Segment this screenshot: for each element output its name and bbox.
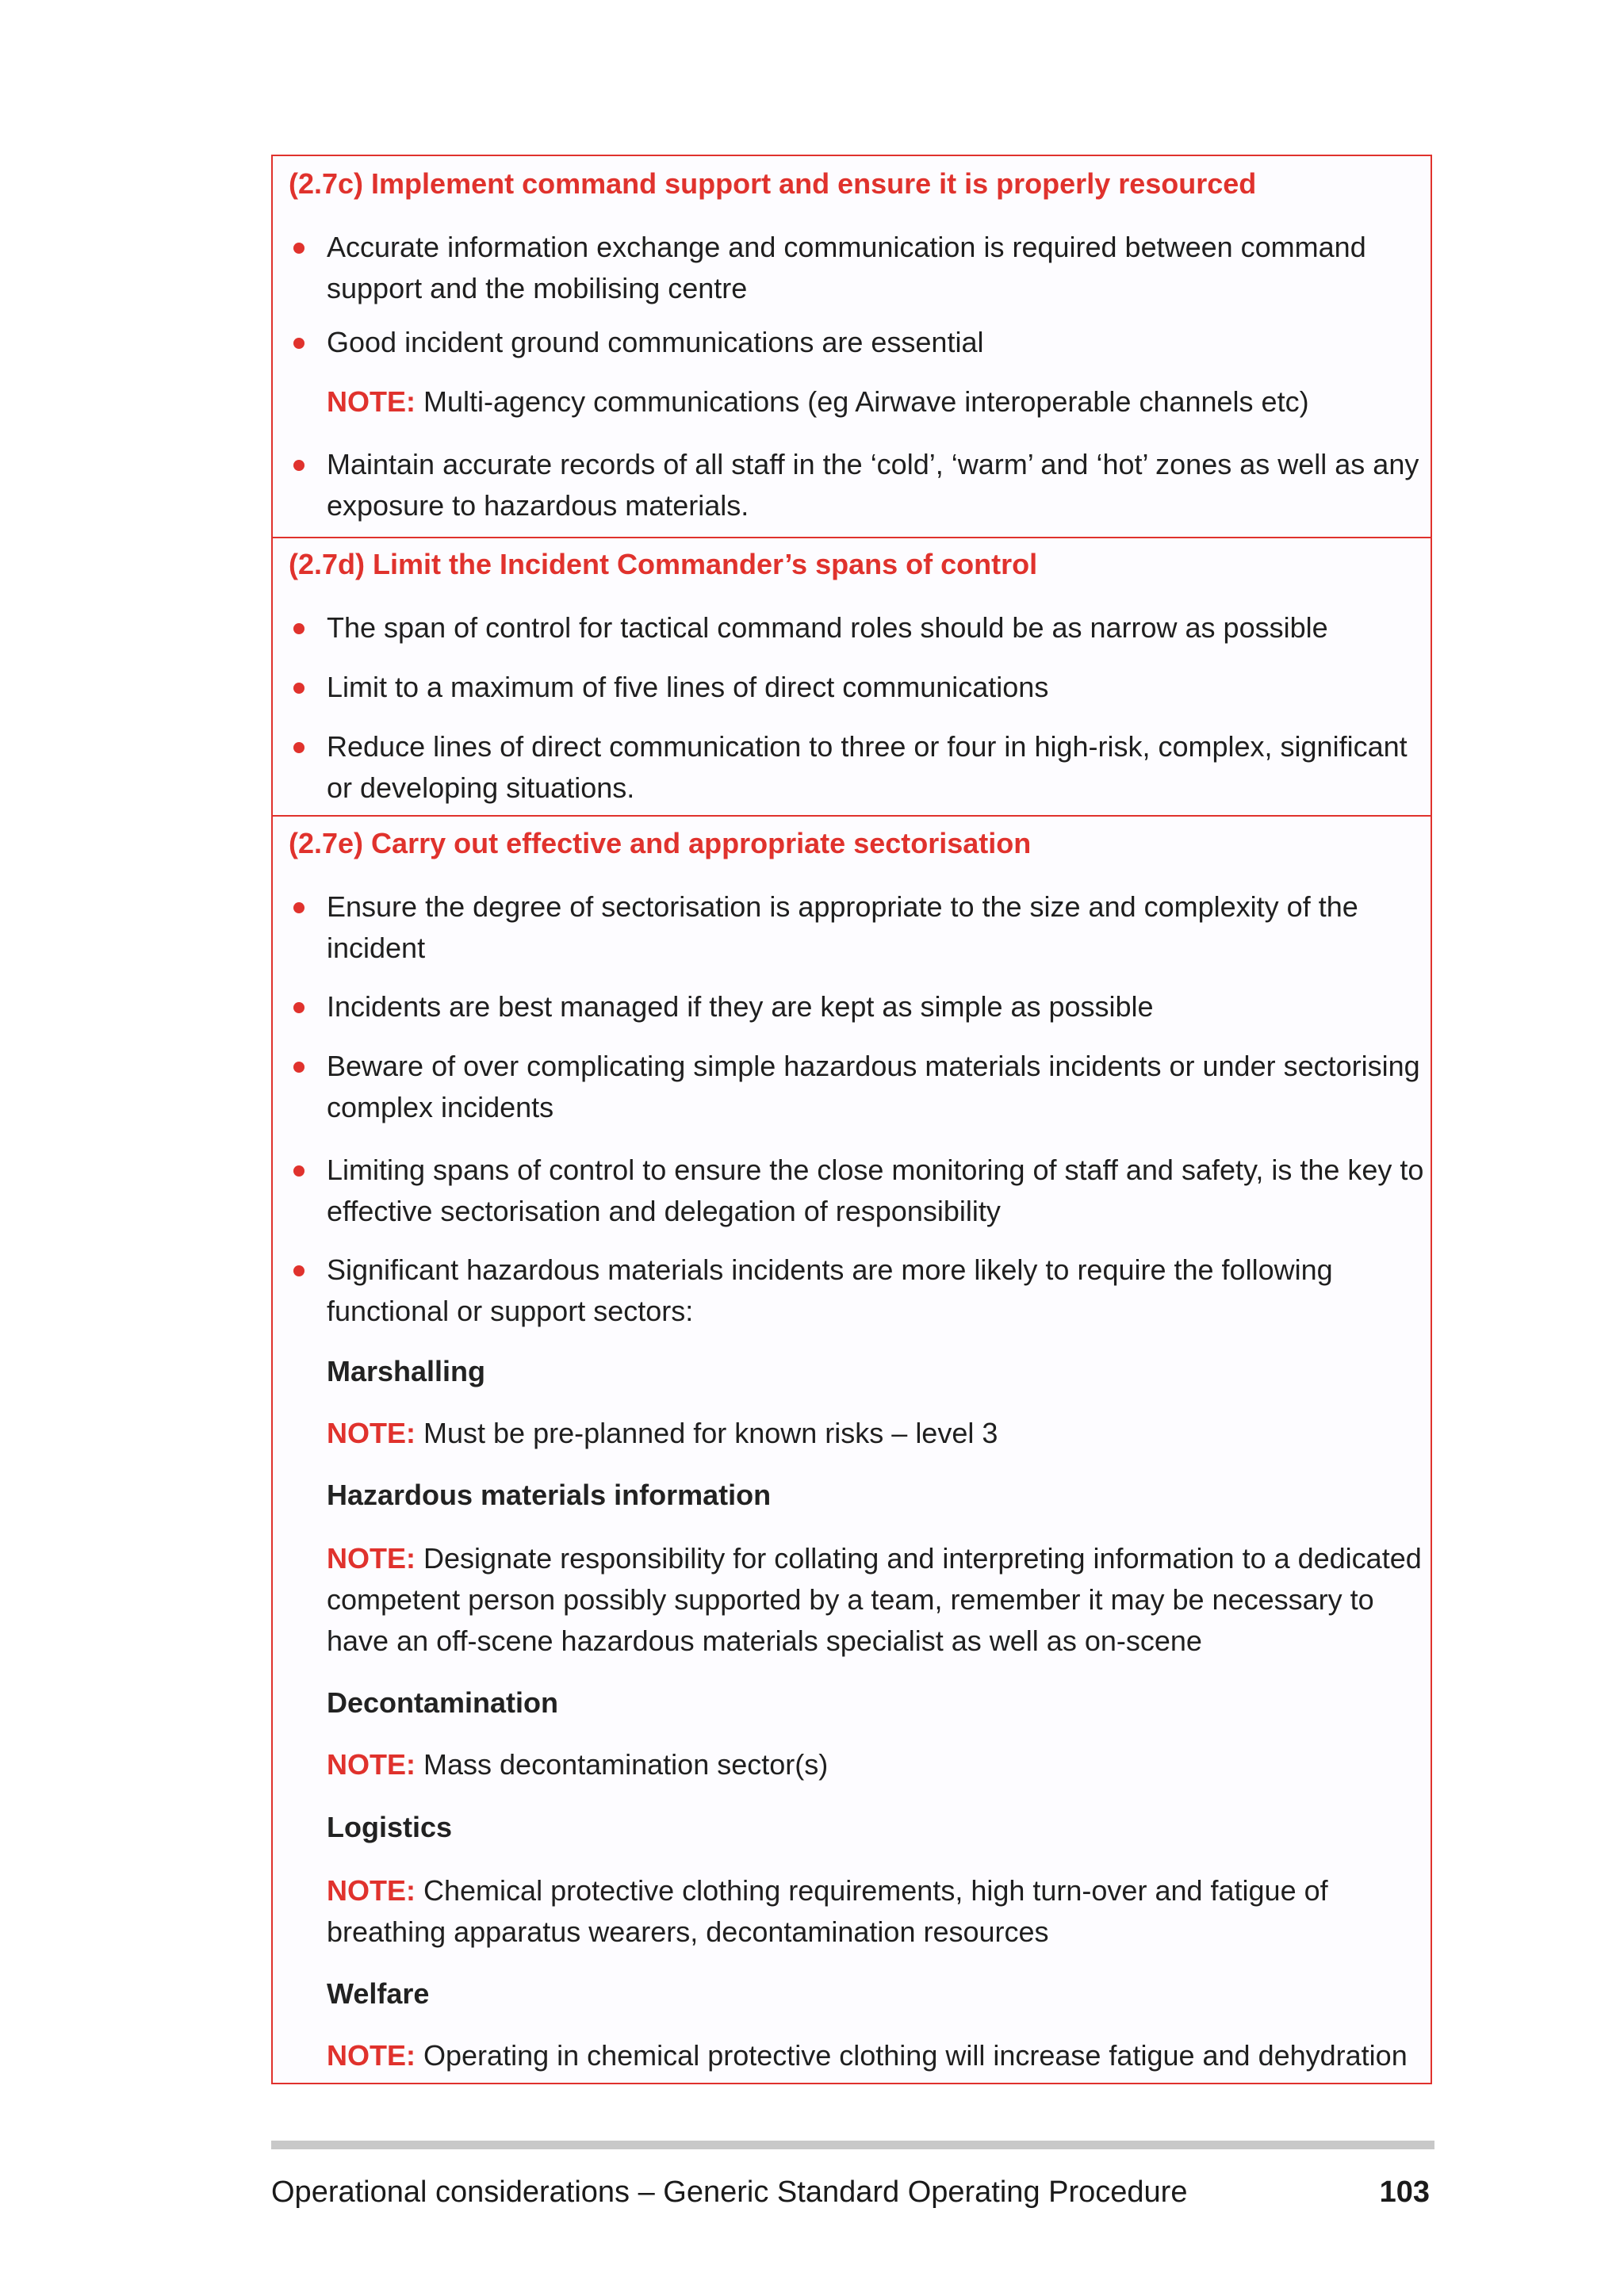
- footer-rule: [271, 2141, 1434, 2149]
- note-label: NOTE:: [327, 1417, 416, 1449]
- list-item-text: Significant hazardous materials incidents are more likely to require the following functional or support sectors:: [327, 1253, 1333, 1327]
- note-label: NOTE:: [327, 2039, 416, 2072]
- list-item: [327, 667, 1425, 708]
- list-item-text: The span of control for tactical command roles should be as narrow as possible: [327, 611, 1328, 644]
- list-item-text: Accurate information exchange and communication is required between command support and the mobilising centre: [327, 231, 1366, 304]
- list-item-text: Ensure the degree of sectorisation is appropriate to the size and complexity of the incident: [327, 890, 1358, 964]
- list-item-text: Limit to a maximum of five lines of direct communications: [327, 671, 1049, 703]
- list-item-text: Reduce lines of direct communication to three or four in high-risk, complex, significant or developing situations.: [327, 730, 1408, 804]
- list-item-text: Limiting spans of control to ensure the close monitoring of staff and safety, is the key to effective sectorisation and delegation of responsibility: [327, 1154, 1424, 1227]
- list-item: [327, 726, 1425, 809]
- bullet-icon: [293, 683, 304, 694]
- sector-heading-marshalling: Marshalling: [327, 1355, 486, 1387]
- sector-heading-logistics: Logistics: [327, 1811, 453, 1843]
- bullet-icon: [293, 902, 304, 913]
- list-item-text: Beware of over complicating simple hazardous materials incidents or under sectorising complex incidents: [327, 1050, 1420, 1123]
- note-text: Designate responsibility for collating and interpreting information to a dedicated competent person possibly supported by a team, remember it may be necessary to have an off-scene hazardous materials specialist as well as on-scene: [327, 1542, 1422, 1657]
- page-number: 103: [1379, 2175, 1430, 2209]
- sector-note: [327, 1413, 1425, 1454]
- section-heading: (2.7d) Limit the Incident Commander’s spans of control: [289, 548, 1038, 580]
- note-text: Chemical protective clothing requirements, high turn-over and fatigue of breathing apparatus wearers, decontamination resources: [327, 1874, 1328, 1948]
- list-item: [327, 227, 1425, 309]
- list-item: [327, 1046, 1425, 1128]
- list-item: [327, 1249, 1425, 1332]
- sector-note: [327, 1870, 1425, 1953]
- sector-note: [327, 1538, 1425, 1662]
- list-item-text: Maintain accurate records of all staff in the ‘cold’, ‘warm’ and ‘hot’ zones as well as any exposure to hazardous materials.: [327, 448, 1419, 522]
- note-label: NOTE:: [327, 385, 416, 418]
- list-item: [327, 986, 1425, 1027]
- bullet-icon: [293, 338, 304, 349]
- list-item: [327, 322, 1425, 363]
- section-heading: (2.7c) Implement command support and ensure it is properly resourced: [289, 167, 1257, 200]
- list-item: [327, 444, 1425, 526]
- list-item-text: Good incident ground communications are essential: [327, 326, 984, 358]
- bullet-icon: [293, 1002, 304, 1013]
- list-item: [327, 607, 1425, 649]
- note: [327, 381, 1425, 423]
- list-item: [327, 886, 1425, 969]
- section-heading: (2.7e) Carry out effective and appropriate sectorisation: [289, 827, 1032, 859]
- bullet-icon: [293, 1165, 304, 1177]
- list-item: [327, 1150, 1425, 1232]
- note-text: Mass decontamination sector(s): [423, 1748, 829, 1781]
- section-2-7e: [273, 817, 1431, 2083]
- bullet-icon: [293, 243, 304, 254]
- footer-title: Operational considerations – Generic Standard Operating Procedure: [271, 2175, 1188, 2209]
- note-label: NOTE:: [327, 1748, 416, 1781]
- note-text: Must be pre-planned for known risks – level 3: [423, 1417, 998, 1449]
- note-label: NOTE:: [327, 1874, 416, 1907]
- bullet-icon: [293, 1062, 304, 1073]
- list-item-text: Incidents are best managed if they are kept as simple as possible: [327, 990, 1154, 1023]
- section-2-7c: [273, 156, 1431, 538]
- sector-heading-welfare: Welfare: [327, 1977, 430, 2010]
- procedure-box: [271, 155, 1432, 2084]
- sector-note: [327, 1744, 1425, 1785]
- bullet-icon: [293, 742, 304, 753]
- note-label: NOTE:: [327, 1542, 416, 1575]
- note-text: Multi-agency communications (eg Airwave interoperable channels etc): [423, 385, 1309, 418]
- bullet-icon: [293, 623, 304, 634]
- section-2-7d: [273, 538, 1431, 817]
- sector-heading-hazmat-information: Hazardous materials information: [327, 1479, 772, 1511]
- bullet-icon: [293, 460, 304, 471]
- sector-heading-decontamination: Decontamination: [327, 1686, 559, 1719]
- sector-note: [327, 2035, 1425, 2076]
- bullet-icon: [293, 1265, 304, 1276]
- note-text: Operating in chemical protective clothing will increase fatigue and dehydration: [423, 2039, 1408, 2072]
